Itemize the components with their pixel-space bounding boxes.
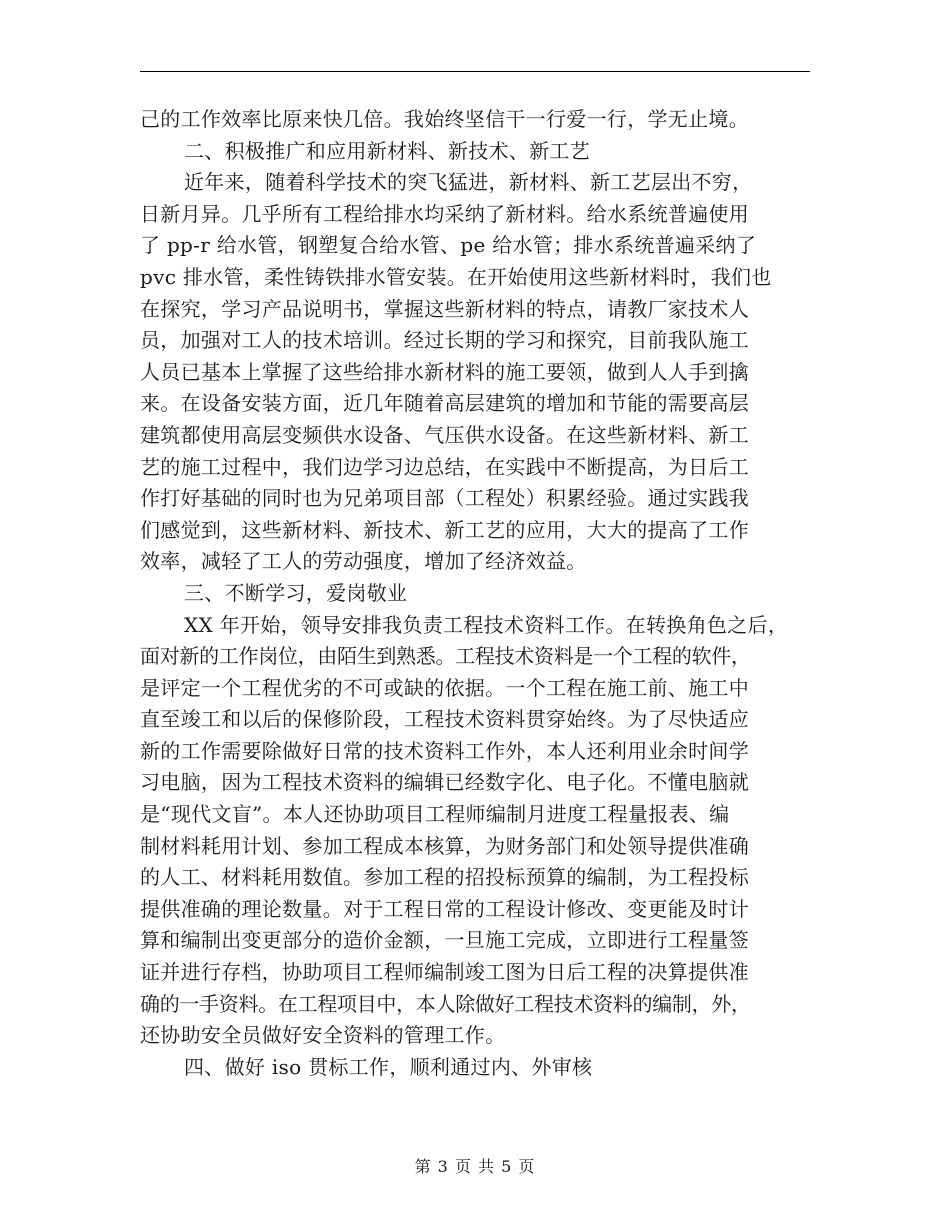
section-heading: 四、做好 iso 贯标工作，顺利通过内、外审核 xyxy=(184,1054,593,1079)
body-line: 算和编制出变更部分的造价金额，一旦施工完成，立即进行工程量签 xyxy=(140,928,749,953)
body-line: 新的工作需要除做好日常的技术资料工作外，本人还利用业余时间学 xyxy=(140,738,749,763)
body-line: 日新月异。几乎所有工程给排水均采纳了新材料。给水系统普遍使用 xyxy=(140,201,749,226)
body-line: 习电脑，因为工程技术资料的编辑已经数字化、电子化。不懂电脑就 xyxy=(140,770,749,795)
page-number: 第 3 页 共 5 页 xyxy=(414,1157,536,1176)
body-line: 建筑都使用高层变频供水设备、气压供水设备。在这些新材料、新工 xyxy=(140,422,749,447)
body-line: 直至竣工和以后的保修阶段，工程技术资料贯穿始终。为了尽快适应 xyxy=(140,707,749,732)
body-line: 们感觉到，这些新材料、新技术、新工艺的应用，大大的提高了工作 xyxy=(140,517,749,542)
body-line: pvc 排水管，柔性铸铁排水管安装。在开始使用这些新材料时，我们也 xyxy=(140,264,772,289)
header-rule xyxy=(140,71,810,72)
body-line: 艺的施工过程中，我们边学习边总结，在实践中不断提高，为日后工 xyxy=(140,454,749,479)
body-line: 的人工、材料耗用数值。参加工程的招投标预算的编制，为工程投标 xyxy=(140,865,749,890)
body-line: 还协助安全员做好安全资料的管理工作。 xyxy=(140,1023,506,1048)
body-line: 在探究，学习产品说明书，掌握这些新材料的特点，请教厂家技术人 xyxy=(140,296,749,321)
body-line: 制材料耗用计划、参加工程成本核算，为财务部门和处领导提供准确 xyxy=(140,833,749,858)
body-line: 了 pp-r 给水管，钢塑复合给水管、pe 给水管；排水系统普遍采纳了 xyxy=(140,233,757,258)
body-line: 效率，减轻了工人的劳动强度，增加了经济效益。 xyxy=(140,549,587,574)
body-line: 己的工作效率比原来快几倍。我始终坚信干一行爱一行，学无止境。 xyxy=(140,107,749,131)
body-line: 是评定一个工程优劣的不可或缺的依据。一个工程在施工前、施工中 xyxy=(140,675,749,700)
section-heading: 二、积极推广和应用新材料、新技术、新工艺 xyxy=(184,138,590,163)
body-line: 是“现代文盲”。本人还协助项目工程师编制月进度工程量报表、编 xyxy=(140,802,730,827)
body-line: 来。在设备安装方面，近几年随着高层建筑的增加和节能的需要高层 xyxy=(140,391,749,416)
body-line: 近年来，随着科学技术的突飞猛进，新材料、新工艺层出不穷， xyxy=(184,170,753,195)
section-heading: 三、不断学习，爱岗敬业 xyxy=(184,580,408,605)
body-line: 人员已基本上掌握了这些给排水新材料的施工要领，做到人人手到擒 xyxy=(140,359,749,384)
document-body xyxy=(140,104,810,1083)
body-line: 员，加强对工人的技术培训。经过长期的学习和探究，目前我队施工 xyxy=(140,328,749,353)
body-line: 确的一手资料。在工程项目中，本人除做好工程技术资料的编制，外， xyxy=(140,991,751,1016)
body-line: 提供准确的理论数量。对于工程日常的工程设计修改、变更能及时计 xyxy=(140,896,749,921)
body-line: XX 年开始，领导安排我负责工程技术资料工作。在转换角色之后， xyxy=(184,612,789,637)
body-line: 面对新的工作岗位，由陌生到熟悉。工程技术资料是一个工程的软件， xyxy=(140,644,751,669)
body-line: 证并进行存档，协助项目工程师编制竣工图为日后工程的决算提供准 xyxy=(140,960,749,985)
body-line: 作打好基础的同时也为兄弟项目部（工程处）积累经验。通过实践我 xyxy=(140,486,749,511)
